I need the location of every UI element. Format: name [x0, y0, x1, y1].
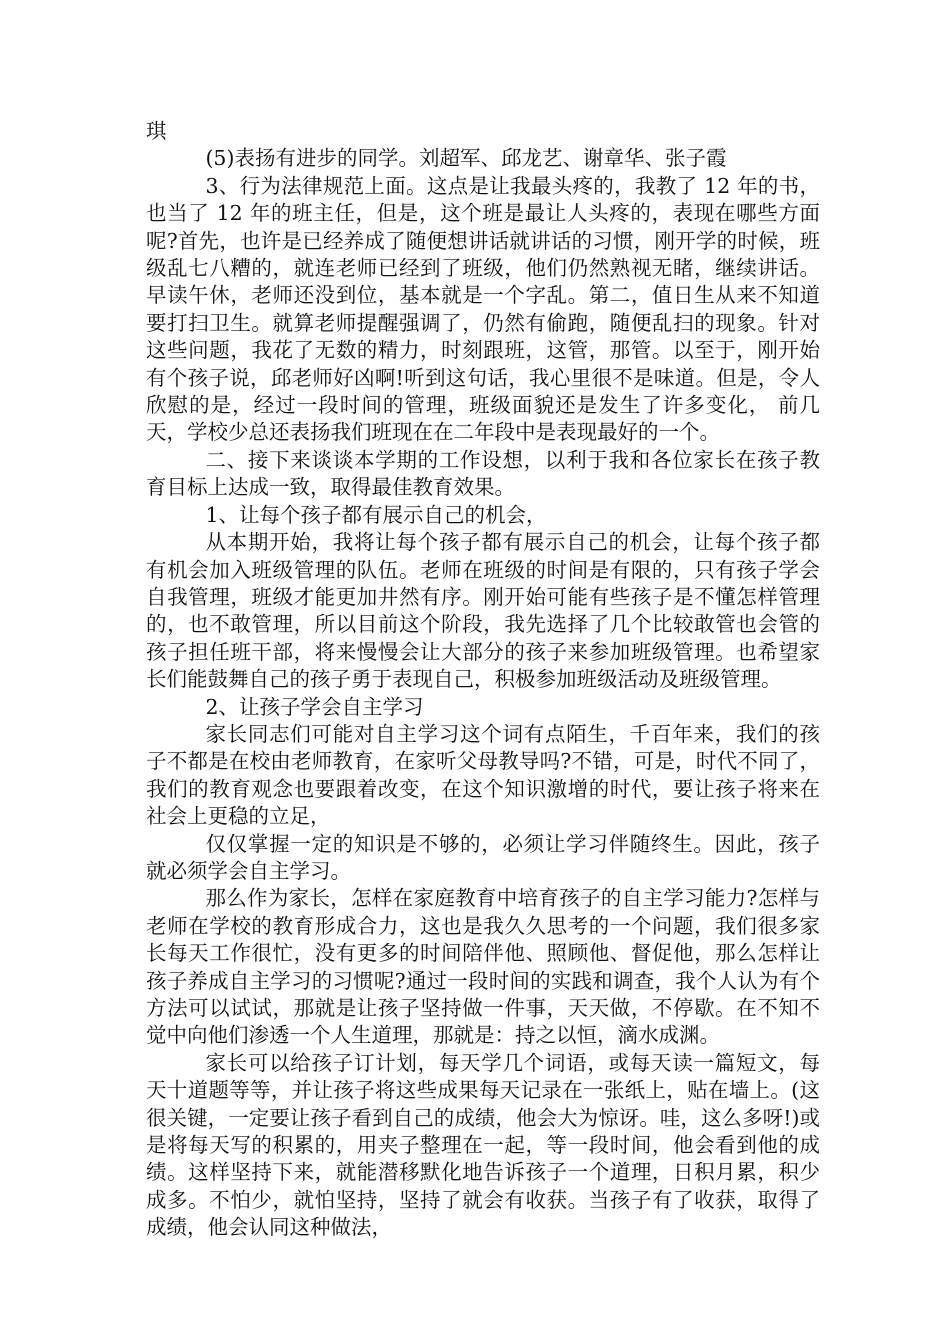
- paragraph-parent-role: 那么作为家长，怎样在家庭教育中培育孩子的自主学习能力?怎样与老师在学校的教育形成合力，这也是我久久思考的一个问题，我们很多家长每天工作很忙，没有更多的时间陪伴他、照顾他、督促他，那么怎样让孩子养成自主学习的习惯呢?通过一段时间的实践和调查，我个人认为有个方法可以试试，那就是让孩子坚持做一件事，天天做，不停歇。在不知不觉中向他们渗透一个人生道理，那就是：持之以恒，滴水成渊。: [146, 886, 820, 1048]
- paragraph-item-one-body: 从本期开始，我将让每个孩子都有展示自己的机会，让每个孩子都有机会加入班级管理的队伍。老师在班级的时间是有限的，只有孩子学会自我管理，班级才能更加井然有序。刚开始可能有些孩子是不懂怎样管理的，也不敢管理，所以目前这个阶段，我先选择了几个比较敢管也会管的孩子担任班干部，将来慢慢会让大部分的孩子来参加班级管理。也希望家长们能鼓舞自己的孩子勇于表现自己，积极参加班级活动及班级管理。: [146, 530, 820, 692]
- paragraph-plan-method: 家长可以给孩子订计划，每天学几个词语，或每天读一篇短文，每天十道题等等，并让孩子将这些成果每天记录在一张纸上，贴在墙上。(这很关键，一定要让孩子看到自己的成绩，他会大为惊讶。哇，这么多呀!)或是将每天写的积累的，用夹子整理在一起，等一段时间，他会看到他的成绩。这样坚持下来，就能潜移默化地告诉孩子一个道理，日积月累，积少成多。不怕少，就怕坚持，坚持了就会有收获。当孩子有了收获，取得了成绩，他会认同这种做法，: [146, 1050, 820, 1240]
- paragraph-fragment: 琪: [146, 119, 167, 143]
- paragraph-item-two-heading: 2、让孩子学会自主学习: [205, 694, 424, 719]
- paragraph-lifelong-learning: 仅仅掌握一定的知识是不够的，必须让学习伴随终生。因此，孩子就必须学会自主学习。: [146, 831, 820, 883]
- paragraph-praise-progress: (5)表扬有进步的同学。刘超军、邱龙艺、谢章华、张子霞: [205, 146, 727, 171]
- paragraph-item-one-heading: 1、让每个孩子都有展示自己的机会，: [205, 502, 547, 527]
- document-body: [146, 118, 820, 1242]
- paragraph-section-two: 二、接下来谈谈本学期的工作设想，以利于我和各位家长在孩子教育目标上达成一致，取得最佳教育效果。: [146, 447, 820, 500]
- paragraph-behavior: 3、行为法律规范上面。这点是让我最头疼的，我教了 12 年的书，也当了 12 年的班主任，但是，这个班是最让人头疼的，表现在哪些方面呢?首先，也许是已经养成了随便想讲话就讲话的习惯，刚开学的时候，班级乱七八糟的，就连老师已经到了班级，他们仍然熟视无睹，继续讲话。早读午休，老师还没到位，基本就是一个字乱。第二，值日生从来不知道要打扫卫生。就算老师提醒强调了，仍然有偷跑，随便乱扫的现象。针对这些问题，我花了无数的精力，时刻跟班，这管，那管。以至于，刚开始有个孩子说，邱老师好凶啊!听到这句话，我心里很不是味道。但是，令人欣慰的是，经过一段时间的管理，班级面貌还是发生了许多变化， 前几天，学校少总还表扬我们班现在在二年段中是表现最好的一个。: [146, 173, 820, 445]
- paragraph-self-study-intro: 家长同志们可能对自主学习这个词有点陌生，千百年来，我们的孩子不都是在校由老师教育，在家听父母教导吗?不错，可是，时代不同了，我们的教育观念也要跟着改变，在这个知识激增的时代，要让孩子将来在社会上更稳的立足，: [146, 721, 820, 829]
